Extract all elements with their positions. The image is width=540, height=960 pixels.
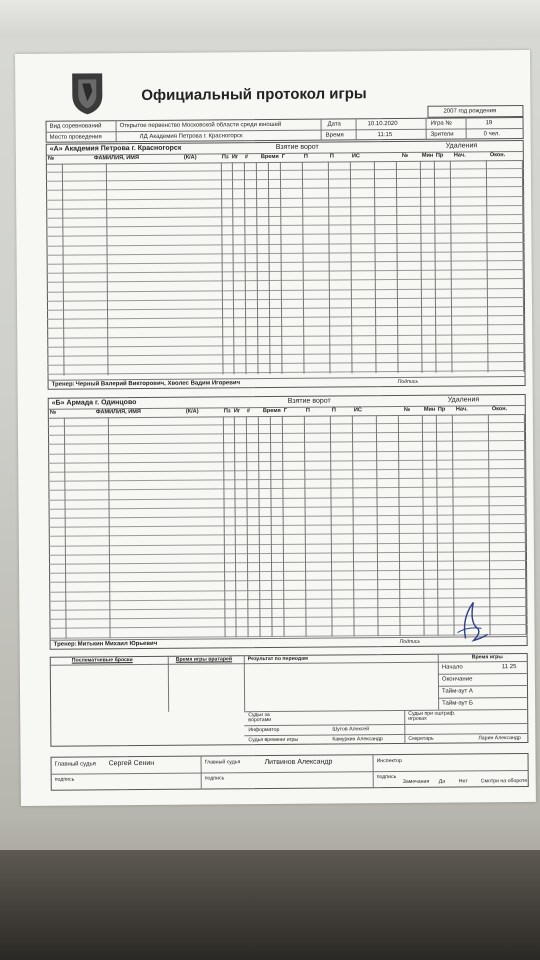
- player-name: [68, 481, 178, 482]
- competition-value: Открытое первенство Московской области среди юношей: [119, 121, 282, 130]
- penalty-box-judges-label: Судьи при оштраф. игроках: [408, 710, 456, 723]
- referee-sign-label: подпись: [54, 776, 75, 783]
- date-value: 10.10.2020: [367, 120, 398, 128]
- club-crest-icon: [70, 69, 104, 115]
- start-time: 11 25: [501, 664, 517, 671]
- player-name: [67, 338, 177, 339]
- player-name: [67, 301, 177, 302]
- col-pen-1: Мин: [421, 152, 434, 159]
- col-goal-1: Время: [262, 407, 281, 415]
- col-pos: Пз: [221, 154, 229, 161]
- referee-label: Главный судья: [54, 761, 96, 768]
- col-name: ФАМИЛИЯ, ИМЯ: [93, 155, 139, 162]
- col-goal-5: П: [331, 407, 336, 414]
- col-name: ФАМИЛИЯ, ИМЯ: [95, 409, 141, 416]
- shots-title: Послематчевые броски: [71, 657, 133, 664]
- end-label: Окончание: [441, 676, 473, 683]
- team-a-signature-label: Подпись: [397, 378, 419, 386]
- player-name: [67, 282, 177, 283]
- wall-top-strip: [0, 0, 540, 38]
- player-name: [66, 163, 176, 164]
- player-name: [66, 200, 176, 201]
- player-name: [66, 181, 176, 182]
- competition-label: Вид соревнований: [49, 123, 102, 130]
- venue-label: Место проведения: [49, 134, 102, 141]
- player-name: [66, 172, 176, 173]
- game-time-title: Время игры: [471, 654, 503, 661]
- player-name: [67, 347, 177, 348]
- goalie-time-table: [170, 663, 244, 712]
- player-name: [67, 264, 177, 265]
- team-b-title: «Б» Армада г. Одинцово: [51, 399, 137, 407]
- player-name: [66, 209, 176, 210]
- player-name: [67, 255, 177, 256]
- player-name: [69, 509, 179, 510]
- col-goal-4: П: [303, 153, 308, 160]
- col-pen-0: №: [401, 152, 409, 159]
- player-name: [68, 435, 178, 436]
- informator-label: Информатор: [248, 726, 280, 734]
- col-pen-3: Нач.: [453, 152, 466, 159]
- player-name: [69, 500, 179, 501]
- team-a-penalties-header: Удаления: [445, 142, 478, 150]
- col-pen-3: Нач.: [455, 406, 468, 413]
- start-label: Начало: [441, 664, 463, 671]
- goalie-time-title: Время игры вратарей: [175, 656, 233, 663]
- handwritten-signature: [451, 598, 491, 646]
- player-name: [66, 218, 176, 219]
- col-goal-5: П: [329, 153, 334, 160]
- player-name: [66, 227, 176, 228]
- informator-name: Шутов Алексей: [332, 726, 370, 733]
- team-a-coach: Черный Валерий Викторович, Хволес Вадим Игоревич: [75, 380, 241, 388]
- player-name: [69, 527, 179, 528]
- timekeeper-name: Камуркин Александр: [332, 736, 383, 743]
- col-num: №: [47, 155, 55, 162]
- game-no-label: Игра №: [430, 120, 452, 127]
- player-name: [69, 555, 179, 556]
- reverse-label: Смотри на обороте: [480, 777, 528, 785]
- col-goal-4: П: [305, 407, 310, 414]
- col-pen-2: Пр: [437, 406, 446, 413]
- player-name: [67, 328, 177, 329]
- player-name: [67, 319, 177, 320]
- team-b-penalties-header: Удаления: [447, 396, 480, 404]
- page-title: Официальный протокол игры: [141, 85, 367, 105]
- player-name: [69, 564, 179, 565]
- shots-column-headers: [52, 666, 166, 675]
- team-b-signature-label: Подпись: [399, 638, 421, 645]
- chief-referee-sign-label: подпись: [204, 775, 225, 782]
- team-b-goals-header: Взятие ворот: [287, 397, 331, 405]
- protocol-sheet: [15, 50, 536, 806]
- player-name: [68, 490, 178, 491]
- player-name: [68, 454, 178, 455]
- col-ka: (К/А): [183, 154, 197, 161]
- team-a-coach-label: Тренер:: [51, 381, 75, 388]
- col-goal-1: Время: [260, 153, 279, 161]
- player-name: [68, 426, 178, 427]
- col-goal-0: #: [246, 408, 250, 415]
- period-result-table: [244, 662, 438, 712]
- player-name: [66, 236, 176, 237]
- secretary-name: Ларин Александр: [478, 735, 521, 742]
- timekeeper-label: Судья времени игры: [248, 736, 299, 744]
- player-name: [68, 463, 178, 464]
- player-name: [67, 356, 177, 357]
- referee-name: Сергей Сенин: [108, 759, 155, 768]
- remarks-no: Нет: [458, 778, 468, 785]
- col-pen-5: Окон.: [491, 406, 508, 413]
- date-label: Дата: [327, 121, 341, 128]
- venue-value: ЛД Академия Петрова г. Красногорск: [139, 133, 243, 141]
- remarks-label: Замечания: [402, 778, 430, 785]
- timeout-a-label: Тайм-аут А: [441, 688, 473, 695]
- col-goal-3: Г: [281, 153, 286, 160]
- team-a-title: «А» Академия Петрова г. Красногорск: [49, 144, 182, 153]
- col-pen-0: №: [403, 406, 411, 413]
- col-goal-6: ИС: [353, 407, 362, 414]
- player-name: [67, 292, 177, 293]
- col-goal-6: ИС: [351, 153, 360, 160]
- floor-background: [0, 850, 540, 960]
- team-a-goals-header: Взятие ворот: [275, 143, 319, 151]
- col-num: №: [49, 409, 57, 416]
- player-name: [69, 536, 179, 537]
- player-name: [66, 190, 176, 191]
- spectators-label: Зрители: [430, 131, 454, 138]
- player-name: [68, 417, 178, 418]
- inspector-label: Инспектор: [376, 757, 402, 765]
- col-ka: (К/А): [185, 408, 199, 415]
- col-pen-5: Окон.: [489, 152, 506, 159]
- time-label: Время: [325, 132, 344, 139]
- col-played: Иг: [231, 154, 239, 161]
- spectators-value: 0 чел.: [483, 131, 501, 138]
- inspector-sign-label: подпись: [376, 774, 397, 781]
- col-played: Иг: [233, 408, 241, 415]
- remarks-yes: Да: [438, 778, 446, 785]
- secretary-label: Секретарь: [408, 735, 434, 742]
- player-name: [69, 518, 179, 519]
- col-goal-0: #: [244, 154, 248, 161]
- player-name: [68, 472, 178, 473]
- chief-referee-label: Главный судья: [204, 759, 241, 766]
- player-name: [67, 246, 177, 247]
- goal-judges-label: Судьи за воротами: [248, 712, 272, 724]
- player-name: [68, 444, 178, 445]
- col-pen-1: Мин: [423, 406, 436, 413]
- timeout-b-label: Тайм-аут Б: [442, 700, 473, 707]
- time-value: 11:15: [377, 132, 393, 139]
- player-name: [67, 273, 177, 274]
- team-b-coach-label: Тренер:: [53, 641, 77, 648]
- team-b-coach: Митькин Михаил Юрьевич: [77, 640, 158, 648]
- player-name: [67, 310, 177, 311]
- chief-referee-name: Литвинов Александр: [264, 758, 333, 767]
- game-no-value: 19: [485, 120, 493, 127]
- periods-title: Результат по периодам: [247, 655, 308, 663]
- birth-year: 2007 год рождения: [443, 108, 497, 115]
- col-goal-3: Г: [283, 407, 288, 414]
- col-pen-2: Пр: [435, 152, 444, 159]
- player-name: [69, 546, 179, 547]
- col-pos: Пз: [223, 408, 231, 415]
